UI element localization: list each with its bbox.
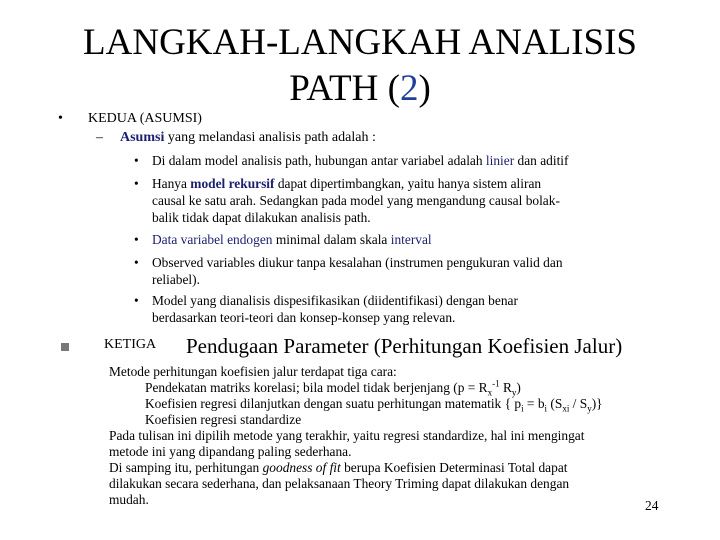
sub-bullet: • xyxy=(134,293,139,308)
page-number: 24 xyxy=(645,498,659,513)
square-bullet-icon xyxy=(61,343,69,351)
asumsi-item-1: Di dalam model analisis path, hubungan antar variabel adalah linier dan aditif xyxy=(152,153,569,168)
ketiga-line-9: mudah. xyxy=(109,492,149,507)
ketiga-line-4: Koefisien regresi standardize xyxy=(145,412,302,427)
kedua-heading: KEDUA (ASUMSI) xyxy=(88,111,202,126)
bullet-kedua: • xyxy=(58,111,63,126)
asumsi-intro: Asumsi yang melandasi analisis path adalah : xyxy=(120,130,376,145)
asumsi-bold: Asumsi xyxy=(120,130,165,145)
ketiga-line-5: Pada tulisan ini dipilih metode yang terakhir, yaitu regresi standardize, hal ini mengingat xyxy=(109,428,585,443)
ketiga-line-7: Di samping itu, perhitungan goodness of fit berupa Koefisien Determinasi Total dapat xyxy=(109,460,568,475)
sub-bullet: • xyxy=(134,232,139,247)
ketiga-label: KETIGA xyxy=(104,337,157,352)
asumsi-item-2-cont1: causal ke satu arah. Sedangkan pada model yang mengandung causal bolak- xyxy=(152,193,560,208)
asumsi-item-4-line1: Observed variables diukur tanpa kesalahan (instrumen pengukuran valid dan xyxy=(152,255,563,270)
asumsi-item-2: Hanya model rekursif dapat dipertimbangkan, yaitu hanya sistem aliran xyxy=(152,176,542,191)
ketiga-line-6: metode ini yang dipandang paling sederhana. xyxy=(109,444,352,459)
asumsi-item-5-line1: Model yang dianalisis dispesifikasikan (diidentifikasi) dengan benar xyxy=(152,293,518,308)
ketiga-line-2: Pendekatan matriks korelasi; bila model tidak berjenjang ($p = R_x^{-1}$ $R_y$) xyxy=(145,378,521,398)
ketiga-line-1: Metode perhitungan koefisien jalur terdapat tiga cara: xyxy=(109,364,397,379)
asumsi-item-4-line2: reliabel). xyxy=(152,272,200,287)
asumsi-item-3: Data variabel endogen minimal dalam skala interval xyxy=(152,232,432,247)
sub-bullet: • xyxy=(134,255,139,270)
slide-title-line2: PATH (2) xyxy=(289,68,431,109)
sub-bullet: • xyxy=(134,153,139,168)
ketiga-heading: Pendugaan Parameter (Perhitungan Koefisien Jalur) xyxy=(186,334,623,358)
ketiga-line-3: Koefisien regresi dilanjutkan dengan suatu perhitungan matematik { $p_i = b_i$ $(S_{xi} / S_y)$} xyxy=(145,396,603,414)
sub-bullet: • xyxy=(134,176,139,191)
dash-bullet: – xyxy=(96,130,103,145)
ketiga-line-8: dilakukan secara sederhana, dan pelaksanaan Theory Triming dapat dilakukan dengan xyxy=(109,476,570,491)
asumsi-item-5-line2: berdasarkan teori-teori dan konsep-konsep yang relevan. xyxy=(152,310,456,325)
asumsi-item-2-cont2: balik tidak dapat dilakukan analisis path. xyxy=(152,210,371,225)
slide-title-line1: LANGKAH-LANGKAH ANALISIS xyxy=(83,22,637,63)
title-number: 2 xyxy=(399,68,419,109)
